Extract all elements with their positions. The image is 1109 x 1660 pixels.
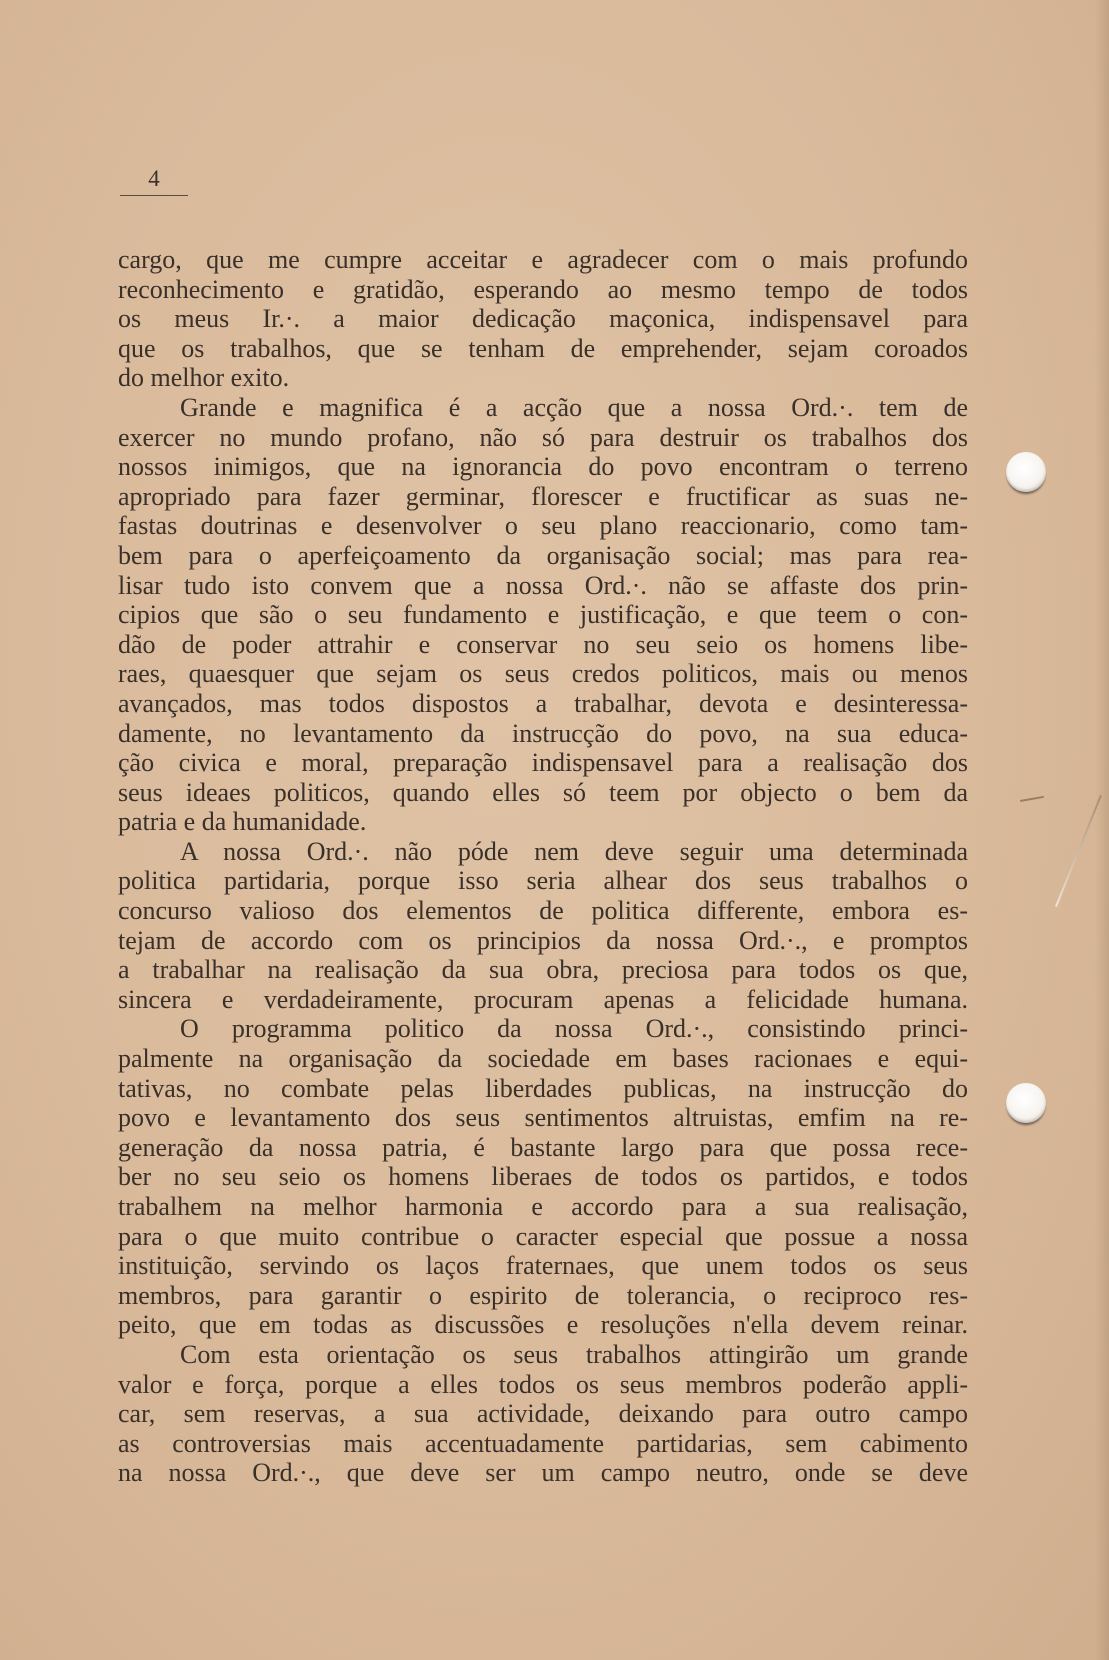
text-line: exercer no mundo profano, não só para destruir os trabalhos dos — [118, 422, 968, 452]
text-line: na nossa Ord.·., que deve ser um campo neutro, onde se deve — [118, 1458, 968, 1488]
text-line: dão de poder attrahir e conservar no seu seio os homens libe- — [118, 629, 968, 659]
text-line: avançados, mas todos dispostos a trabalhar, devota e desinteressa- — [118, 688, 968, 718]
text-line: apropriado para fazer germinar, florescer e fructificar as suas ne- — [118, 481, 968, 511]
paper-tear-mark-small — [1020, 796, 1047, 822]
text-line: seus ideaes politicos, quando elles só teem por objecto o bem da — [118, 777, 968, 807]
text-line: do melhor exito. — [118, 363, 290, 393]
text-line: valor e força, porque a elles todos os seus membros poderão appli- — [118, 1369, 968, 1399]
text-line: para o que muito contribue o caracter especial que possue a nossa — [118, 1221, 968, 1251]
text-line: as controversias mais accentuadamente partidarias, sem cabimento — [118, 1428, 968, 1458]
text-line: que os trabalhos, que se tenham de emprehender, sejam coroados — [118, 333, 968, 363]
text-line: patria e da humanidade. — [118, 807, 367, 837]
text-line: fastas doutrinas e desenvolver o seu plano reaccionario, como tam- — [118, 511, 968, 541]
page-number: 4 — [148, 166, 160, 191]
text-line: tativas, no combate pelas liberdades publicas, na instrucção do — [118, 1073, 968, 1103]
text-line: instituição, servindo os laços fraternaes, que unem todos os seus — [118, 1251, 968, 1281]
text-line: politica partidaria, porque isso seria alhear dos seus trabalhos o — [118, 866, 968, 896]
text-line: palmente na organisação da sociedade em bases racionaes e equi- — [118, 1044, 968, 1074]
punch-hole-bottom — [1006, 1083, 1046, 1123]
punch-hole-top — [1006, 452, 1046, 492]
text-line: Com esta orientação os seus trabalhos attingirão um grande — [180, 1339, 968, 1369]
page-edge-shadow — [1095, 0, 1109, 1660]
page-number-rule — [120, 195, 188, 196]
text-line: cipios que são o seu fundamento e justificação, e que teem o con- — [118, 600, 968, 630]
text-line: ção civica e moral, preparação indispensavel para a realisação dos — [118, 748, 968, 778]
text-line: raes, quaesquer que sejam os seus credos politicos, mais ou menos — [118, 659, 968, 689]
body-text — [118, 245, 968, 1488]
text-line: generação da nossa patria, é bastante largo para que possa rece- — [118, 1132, 968, 1162]
text-line: tejam de accordo com os principios da nossa Ord.·., e promptos — [118, 925, 968, 955]
text-line: povo e levantamento dos seus sentimentos altruistas, emfim na re- — [118, 1103, 968, 1133]
text-line: concurso valioso dos elementos de politica differente, embora es- — [118, 896, 968, 926]
text-line: trabalhem na melhor harmonia e accordo para a sua realisação, — [118, 1192, 968, 1221]
text-line: sincera e verdadeiramente, procuram apenas a felicidade humana. — [118, 984, 968, 1014]
text-line: ber no seu seio os homens liberaes de todos os partidos, e todos — [118, 1162, 968, 1192]
text-line: lisar tudo isto convem que a nossa Ord.·. não se affaste dos prin- — [118, 570, 968, 600]
text-line: a trabalhar na realisação da sua obra, preciosa para todos os que, — [118, 955, 968, 985]
text-line: membros, para garantir o espirito de tolerancia, o reciproco res- — [118, 1280, 968, 1310]
text-line: nossos inimigos, que na ignorancia do povo encontram o terreno — [118, 452, 968, 482]
text-line: peito, que em todas as discussões e resoluções n'ella devem reinar. — [118, 1310, 968, 1340]
text-line: damente, no levantamento da instrucção do povo, na sua educa- — [118, 718, 968, 748]
text-line: O programma politico da nossa Ord.·., consistindo princi- — [180, 1014, 968, 1044]
text-line: cargo, que me cumpre acceitar e agradecer com o mais profundo — [118, 245, 968, 274]
text-line: os meus Ir.·. a maior dedicação maçonica, indispensavel para — [118, 304, 968, 334]
text-line: A nossa Ord.·. não póde nem deve seguir uma determinada — [180, 836, 968, 866]
text-line: bem para o aperfeiçoamento da organisação social; mas para rea- — [118, 540, 968, 570]
text-line: Grande e magnifica é a acção que a nossa Ord.·. tem de — [180, 392, 968, 422]
text-line: reconhecimento e gratidão, esperando ao mesmo tempo de todos — [118, 274, 968, 304]
text-line: car, sem reservas, a sua actividade, deixando para outro campo — [118, 1399, 968, 1429]
